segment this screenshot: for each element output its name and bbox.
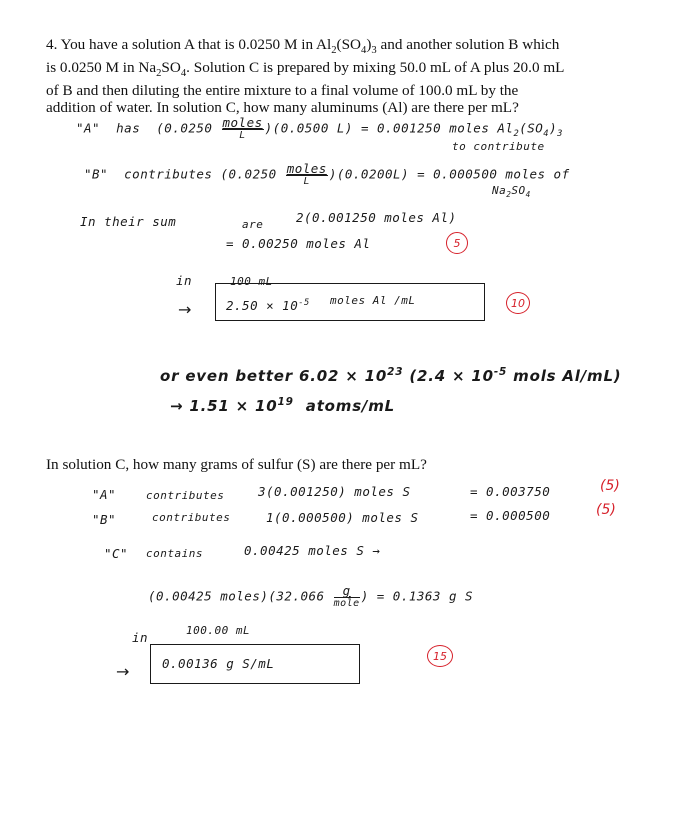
work-a-contribute: to contribute xyxy=(452,140,545,153)
work-sum-result: = 0.00250 moles Al xyxy=(226,236,371,251)
work2-calc-line: (0.00425 moles)(32.066 $\frac{g}{\text{mole}}$ ) = 0.1363 g S xyxy=(148,583,474,609)
work2-c-expr: 0.00425 moles S → xyxy=(244,543,381,558)
work2-a-label: "A" xyxy=(92,487,117,502)
question-line-2: is 0.0250 M in $Na_2SO_4$. Solution C is prepared by mixing 50.0 mL of A plus 20.0 mL xyxy=(46,59,565,80)
work-a-line: "A" has (0.0250 $\frac{\text{moles}}{L}$ )(0.0500 L) = 0.001250 moles $Al_2(SO_4)_3$ xyxy=(76,115,563,141)
question-part2: In solution C, how many grams of sulfur (S) are there per mL? xyxy=(46,456,427,473)
work-sum-are: are xyxy=(242,218,264,231)
work-in-volume: 100 mL xyxy=(230,275,273,288)
work2-a-verb: contributes xyxy=(146,489,225,502)
work2-b-value: = 0.000500 xyxy=(470,508,551,523)
work2-in-volume: 100.00 mL xyxy=(186,624,251,637)
work2-c-verb: contains xyxy=(146,547,203,560)
better-answer-line: or even better $6.02 \times 10^{23}$ ($2.4 \times 10^{-5}$ mols Al/mL) xyxy=(160,366,622,385)
work-b-line: "B" contributes (0.0250 $\frac{\text{moles}}{L}$ )(0.0200L) = 0.000500 moles of xyxy=(84,161,570,187)
grade-5-b: (5) xyxy=(596,502,616,518)
work2-b-label: "B" xyxy=(92,512,117,527)
work2-c-label: "C" xyxy=(104,546,129,561)
work-in-label: in xyxy=(176,273,193,288)
work-sum-label: In their sum xyxy=(80,214,177,229)
arrow-icon: → xyxy=(178,300,192,319)
arrow-icon: → xyxy=(116,662,130,681)
work2-b-verb: contributes xyxy=(152,511,231,524)
grade-circle-5-sum: 5 xyxy=(446,232,468,254)
work2-in-label: in xyxy=(132,630,149,645)
question-line-4: addition of water. In solution C, how many aluminums (Al) are there per mL? xyxy=(46,99,519,117)
answer-2-value: 0.00136 g S/mL xyxy=(162,656,275,671)
atoms-answer-line: → $1.51 \times 10^{19}$ atoms/mL xyxy=(170,396,395,415)
grade-circle-15: 15 xyxy=(427,645,453,667)
question-part1 xyxy=(46,36,646,116)
question-line-1: 4. You have a solution A that is 0.0250 M in $Al_2(SO_4)_3$ and another solution B which xyxy=(46,36,560,57)
answer-1-unit: moles Al /mL xyxy=(330,294,416,307)
grade-circle-10: 10 xyxy=(506,292,530,314)
work2-b-expr: 1(0.000500) moles S xyxy=(266,510,419,525)
grade-5-a: (5) xyxy=(600,478,620,494)
answer-1-value: $2.50 \times 10^{-5}$ xyxy=(226,298,310,314)
work-sum-expr: 2(0.001250 moles Al) xyxy=(296,210,457,225)
work2-a-expr: 3(0.001250) moles S xyxy=(258,484,411,499)
arrow-icon: → xyxy=(170,397,190,415)
work2-a-value: = 0.003750 xyxy=(470,484,551,499)
work-b-na2so4: $Na_2SO_4$ xyxy=(492,184,531,200)
question-line-3: of B and then diluting the entire mixture to a final volume of 100.0 mL by the xyxy=(46,82,519,100)
